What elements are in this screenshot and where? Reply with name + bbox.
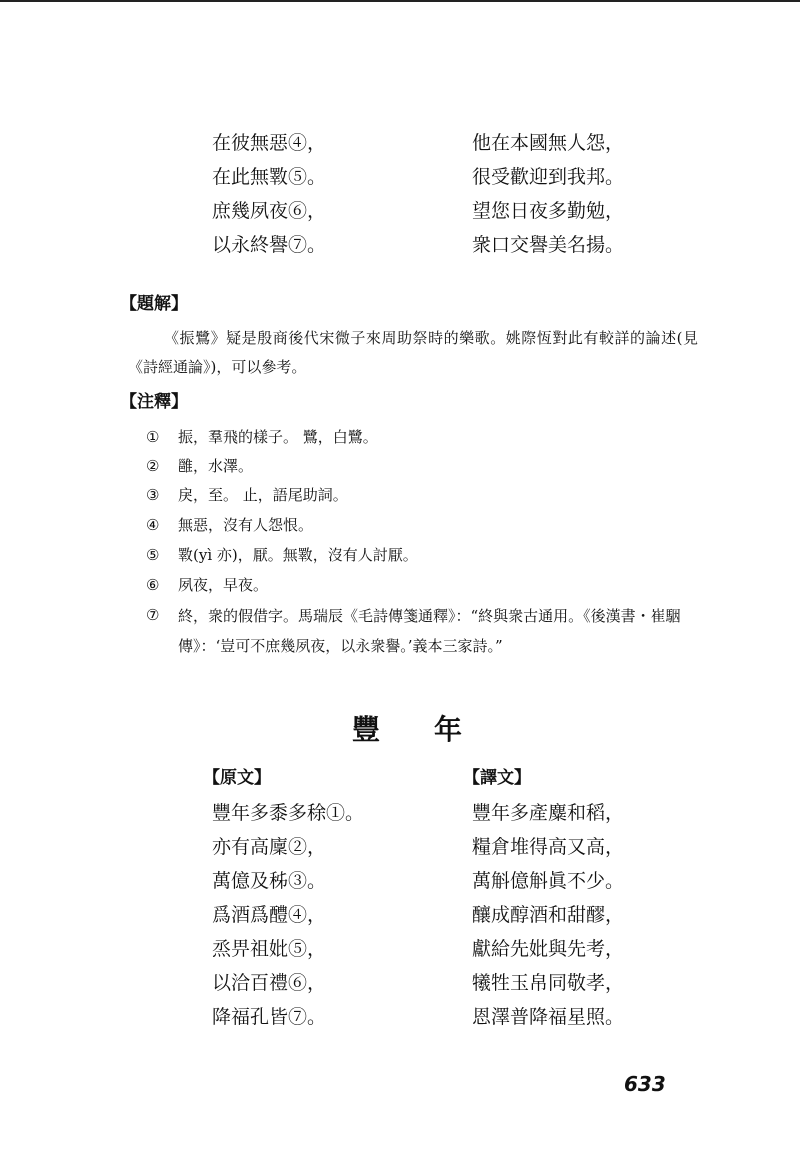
poem-line (0, 830, 800, 864)
footnote-number: ⑥ (146, 576, 160, 594)
poem-line (0, 966, 800, 1000)
page-top-rule (0, 0, 800, 2)
poem-line (0, 228, 800, 262)
footnote-text: 斁(yì 亦)，厭。無斁，沒有人討厭。 (178, 546, 418, 564)
poem-line (0, 796, 800, 830)
footnote (146, 423, 698, 451)
footnote (146, 541, 698, 569)
poem-line (0, 126, 800, 160)
translation-line: 望您日夜多勤勉， (472, 200, 625, 222)
footnote (146, 601, 698, 659)
footnote (146, 571, 698, 599)
yuanwen-heading: 【原文】 (203, 768, 271, 788)
page-number: 633 (624, 1072, 666, 1096)
footnote-number: ① (146, 428, 160, 446)
translation-line: 糧倉堆得高又高， (472, 836, 625, 858)
poem-line (0, 932, 800, 966)
original-line: 以永終譽⑦。 (212, 234, 327, 256)
footnote (146, 481, 698, 509)
translation-line: 恩澤普降福星照。 (472, 1006, 625, 1028)
original-line: 在此無斁⑤。 (212, 166, 327, 188)
jieti-paragraph: 《振鷺》疑是殷商後代宋微子來周助祭時的樂歌。姚際恆對此有較詳的論述(見《詩經通論》)，可以參考。 (128, 329, 698, 376)
original-line: 烝畀祖妣⑤， (212, 938, 327, 960)
original-line: 亦有高廩②， (212, 836, 327, 858)
footnote (146, 452, 698, 480)
poem-line (0, 194, 800, 228)
original-line: 在彼無惡④， (212, 132, 327, 154)
footnote-number: ③ (146, 486, 160, 504)
original-line: 萬億及秭③。 (212, 870, 327, 892)
poem-line (0, 160, 800, 194)
translation-line: 犧牲玉帛同敬孝， (472, 972, 625, 994)
jieti-heading: 【題解】 (120, 294, 188, 314)
footnote-text: 終，衆的假借字。馬瑞辰《毛詩傳箋通釋》：“終與衆古通用。《後漢書・崔駰傳》：‘豈可不庶幾夙夜，以永衆譽。’義本三家詩。” (178, 607, 681, 655)
poem-line (0, 898, 800, 932)
footnote-text: 雝，水澤。 (178, 457, 254, 475)
translation-line: 獻給先妣與先考， (472, 938, 625, 960)
translation-line: 萬斛億斛眞不少。 (472, 870, 625, 892)
poem-title (0, 708, 800, 748)
original-line: 豐年多黍多稌①。 (212, 802, 365, 824)
translation-line: 他在本國無人怨， (472, 132, 625, 154)
footnote-text: 戾，至。 止，語尾助詞。 (178, 486, 348, 504)
footnote-text: 振，羣飛的樣子。 鷺，白鷺。 (178, 428, 378, 446)
footnote-number: ② (146, 457, 160, 475)
translation-line: 衆口交譽美名揚。 (472, 234, 625, 256)
poem-line (0, 1000, 800, 1034)
zhushi-heading: 【注釋】 (120, 392, 188, 412)
original-line: 庶幾夙夜⑥， (212, 200, 327, 222)
original-line: 以洽百禮⑥， (212, 972, 327, 994)
translation-line: 豐年多產麋和稻， (472, 802, 625, 824)
original-line: 降福孔皆⑦。 (212, 1006, 327, 1028)
translation-line: 釀成醇酒和甜醪， (472, 904, 625, 926)
original-line: 爲酒爲醴④， (212, 904, 327, 926)
footnote-text: 無惡，沒有人怨恨。 (178, 516, 314, 534)
footnote-number: ⑤ (146, 546, 160, 564)
yiwen-heading: 【譯文】 (463, 768, 531, 788)
poem-title-char: 豐 (352, 713, 383, 746)
poem-title-char: 年 (434, 713, 465, 746)
footnote-number: ⑦ (146, 606, 160, 624)
poem-line (0, 864, 800, 898)
translation-line: 很受歡迎到我邦。 (472, 166, 625, 188)
footnote-number: ④ (146, 516, 160, 534)
footnote-text: 夙夜，早夜。 (178, 576, 269, 594)
footnote (146, 511, 698, 539)
